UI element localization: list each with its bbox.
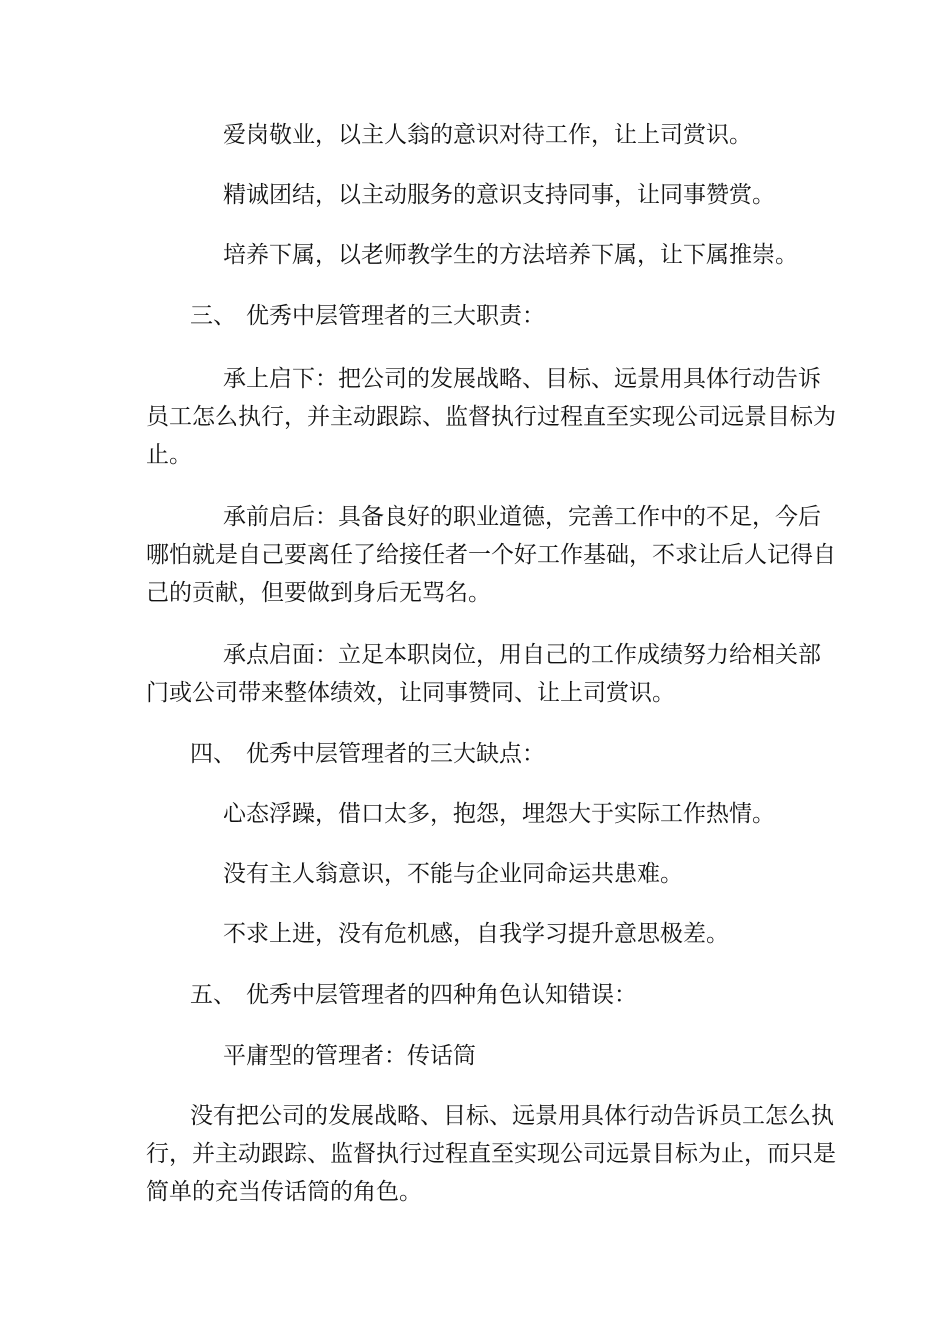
section-4-heading [190,735,545,773]
section-5-paragraph-line-2: 行，并主动跟踪、监督执行过程直至实现公司远景目标为止，而只是 [146,1141,836,1167]
section-3-item-2-line-3: 己的贡献，但要做到身后无骂名。 [146,580,491,606]
intro-line-2: 精诚团结，以主动服务的意识支持同事，让同事赞赏。 [223,182,775,208]
section-3-number: 三、 [190,303,236,329]
section-4-item-2: 没有主人翁意识，不能与企业同命运共患难。 [223,861,683,887]
section-3-item-1-line-2: 员工怎么执行，并主动跟踪、监督执行过程直至实现公司远景目标为 [146,404,836,430]
section-5-heading [190,976,637,1014]
section-5-paragraph-line-1: 没有把公司的发展战略、目标、远景用具体行动告诉员工怎么执 [190,1103,834,1129]
section-3-item-3-line-1: 承点启面：立足本职岗位，用自己的工作成绩努力给相关部 [223,642,821,668]
section-5-paragraph-line-3: 简单的充当传话筒的角色。 [146,1179,422,1205]
section-4-number: 四、 [190,741,236,767]
section-5-subhead: 平庸型的管理者：传话筒 [223,1043,476,1069]
section-3-item-1-line-1: 承上启下：把公司的发展战略、目标、远景用具体行动告诉 [223,366,821,392]
section-3-item-2-line-1: 承前启后：具备良好的职业道德，完善工作中的不足，今后 [223,504,821,530]
intro-line-1: 爱岗敬业，以主人翁的意识对待工作，让上司赏识。 [223,122,752,148]
section-3-item-2-line-2: 哪怕就是自己要离任了给接任者一个好工作基础，不求让后人记得自 [146,542,836,568]
section-3-title: 优秀中层管理者的三大职责： [246,303,545,329]
section-3-item-1-line-3: 止。 [146,442,192,468]
section-3-heading [190,297,545,335]
section-3-item-3-line-2: 门或公司带来整体绩效，让同事赞同、让上司赏识。 [146,680,675,706]
section-5-title: 优秀中层管理者的四种角色认知错误： [246,982,637,1008]
section-4-item-1: 心态浮躁，借口太多，抱怨，埋怨大于实际工作热情。 [223,801,775,827]
section-4-item-3: 不求上进，没有危机感，自我学习提升意思极差。 [223,921,729,947]
section-5-number: 五、 [190,982,236,1008]
section-4-title: 优秀中层管理者的三大缺点： [246,741,545,767]
intro-line-3: 培养下属，以老师教学生的方法培养下属，让下属推崇。 [223,242,798,268]
